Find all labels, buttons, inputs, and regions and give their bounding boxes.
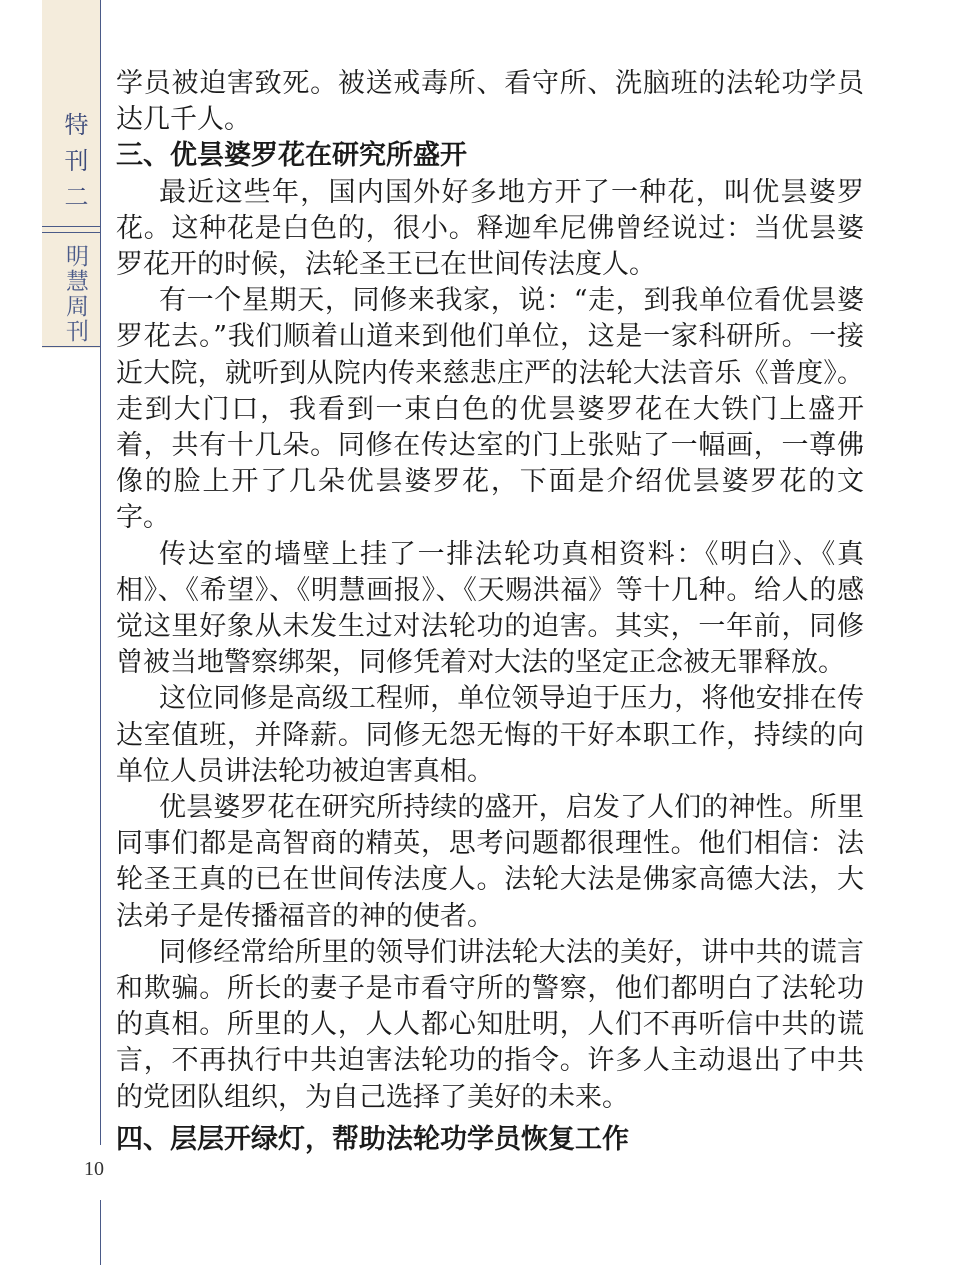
sidebar-rule-lower bbox=[100, 1200, 101, 1265]
paragraph: 优昙婆罗花在研究所持续的盛开，启发了人们的神性。所里同事们都是高智商的精英，思考问题都很理性。他们相信：法轮圣王真的已在世间传法度人。法轮大法是佛家高德大法，大法弟子是传播福音的神的使者。 bbox=[116, 792, 864, 932]
article-body bbox=[116, 66, 864, 1158]
paragraph: 同修经常给所里的领导们讲法轮大法的美好，讲中共的谎言和欺骗。所长的妻子是市看守所的警察，他们都明白了法轮功的真相。所里的人，人人都心知肚明，人们不再听信中共的谎言，不再执行中共迫害法轮功的指令。许多人主动退出了中共的党团队组织，为自己选择了美好的未来。 bbox=[116, 936, 864, 1113]
sidebar-divider bbox=[42, 232, 100, 233]
section-heading: 四、层层开绿灯，帮助法轮功学员恢复工作 bbox=[116, 1123, 629, 1155]
section-label: 特刊二 bbox=[60, 112, 88, 220]
publication-name: 明慧周刊 bbox=[62, 244, 88, 344]
page-number: 10 bbox=[84, 1158, 104, 1180]
paragraph: 传达室的墙壁上挂了一排法轮功真相资料：《明白》、《真相》、《希望》、《明慧画报》、《天赐洪福》等十几种。给人的感觉这里好象从未发生过对法轮功的迫害。其实，一年前，同修曾被当地警察绑架，同修凭着对大法的坚定正念被无罪释放。 bbox=[116, 538, 864, 679]
sidebar-rule bbox=[100, 0, 101, 1145]
paragraph: 有一个星期天，同修来我家，说：“走，到我单位看优昙婆罗花去。”我们顺着山道来到他们单位，这是一家科研所。一接近大院，就听到从院内传来慈悲庄严的法轮大法音乐《普度》。走到大门口，我看到一束白色的优昙婆罗花在大铁门上盛开着，共有十几朵。同修在传达室的门上张贴了一幅画，一尊佛像的脸上开了几朵优昙婆罗花，下面是介绍优昙婆罗花的文字。 bbox=[116, 285, 864, 534]
paragraph: 这位同修是高级工程师，单位领导迫于压力，将他安排在传达室值班，并降薪。同修无怨无悔的干好本职工作，持续的向单位人员讲法轮功被迫害真相。 bbox=[116, 683, 864, 787]
sidebar-divider bbox=[42, 346, 100, 347]
paragraph: 学员被迫害致死。被送戒毒所、看守所、洗脑班的法轮功学员达几千人。 bbox=[116, 68, 864, 136]
section-heading: 三、优昙婆罗花在研究所盛开 bbox=[116, 140, 467, 172]
sidebar-divider bbox=[42, 226, 100, 227]
paragraph: 最近这些年，国内国外好多地方开了一种花，叫优昙婆罗花。这种花是白色的，很小。释迦牟尼佛曾经说过：当优昙婆罗花开的时候，法轮圣王已在世间传法度人。 bbox=[116, 176, 864, 281]
